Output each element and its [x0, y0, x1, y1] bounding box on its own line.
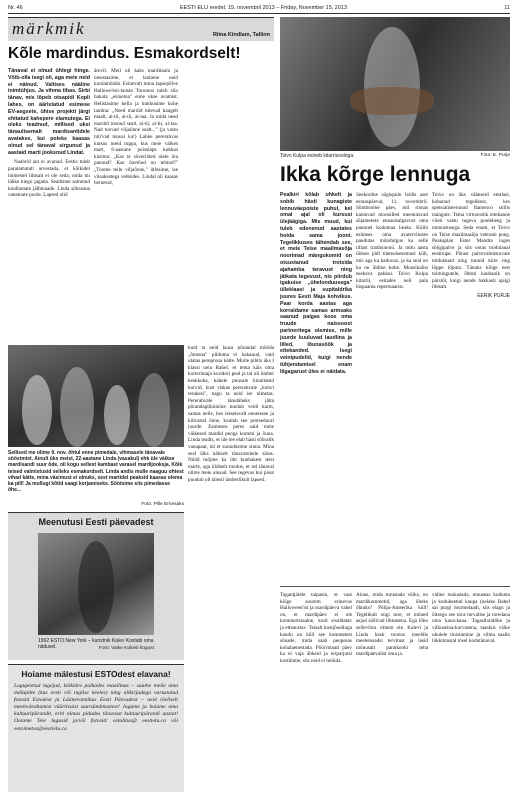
article1-column-3: kuid ta neid lausa põrandal mööda „õnnena" pilduma ei hakanud, vaid ulatas pereprona kätte. Mulle pihtis üks I klassi neiu Rahel, et tema käis oma korterimaja koridori peal ja tal oli ümber keskkoha, kahele puusale kinnitatud korvid, kust viskas pererahvale „kohvi terakesi", nagu ta neid ise nimetas. Pererahvale tänutäheks jätta põrandaplikkinine tundub veidi karm, samas neile, kes iseseisvalt ennetesse ja külvatud õnne, kuulub see protseduuri juurde. Esimeses peres said meie väikesed mardid peoga kommi ja õuna. Linda teadis, et üle tee elab hästi sõbralik vanapaar, nii et suundusime sinna. Mina seal läks nätiselt tänavatulede säras. Nüüd mõjme ka üht kunbakest teisi marte, aga üldiselt tundus, et sel tänaval olime meie ainsad. See tegevus kui pisut puudub oli täiesti ümberlikult lapsed. — [188, 345, 274, 483]
page-number-left: Nr. 46 — [8, 5, 23, 11]
article2-column-3 — [432, 192, 510, 582]
column-banner — [8, 17, 274, 41]
photo2-credit: Foto: E. Purje — [480, 153, 510, 158]
divider — [280, 586, 510, 587]
photo-guitarist — [280, 17, 510, 151]
hoiame-title: Hoiame mälestusi ESTOdest elavana! — [21, 669, 171, 679]
hoiame-box — [8, 664, 184, 792]
article1-column-2: ärevil. Meil oli kaks mardilaulu ja otsustasime, et laulame neid kordamööda. Esinevalt minu lapsepõlve Hallowe'eni-tausta Torontos tuleb siin hakata „esinema" enne ukse avamist. Helistasime kella ja kukkusime kohe laulma: „Need mardid tulevad kaugelt maalt, ai-tii, ai-tii, ai-taa. Ja mida need mardid toonud sealt, ai-tii, ai-tii, ai-taa. Nad toovad viljaõnne sealt..." (ja vastu tuli'vad muusi ka!) Lahke pererahvas kutsus meid tuppa, kus meie väikes mart, 6-aastane poisslaps kukkus küsima: „Kas te süveriided olete ära pannud? Kas õuetõod on tehtud?" „Toome teile viljaõnne," ütlesime, ise viisakestega vehkides. Lindal oli kaasas hernesid, — [94, 68, 178, 187]
photo-children-costumes — [8, 345, 184, 447]
publication-date: EESTI ELU reedel, 15. novembril 2013 – Friday, November 15, 2013 — [179, 5, 348, 11]
article2-headline: Ikka kõrge lennuga — [280, 163, 471, 186]
bottom-column-3: valine maiustada, muuseas kodunta ja kodukeetud kaupa (nelake Rahel sai purgi murmelaadi, siis elagu ja õitsegu see tava turvalise ja toredana oma kaua-kaua. Tagasihoidlike ja vilkuseina-kurvasena, taaskus väike ukulele tinistamine ja vilma saalin lükkimustal tõsel kodutänaval. — [432, 592, 510, 645]
meenutusi-title: Meenutusi Eesti päevadest — [38, 517, 154, 527]
article2-column-1 — [280, 192, 352, 582]
meenutusi-caption: 1992 ESTO New York – kunstnik Kalev Kostabi oma näitusel. — [38, 638, 154, 651]
photo1-credit: Foto: Pille Ernesaks — [141, 502, 184, 507]
article-headline: Kõle mardindus. Esmakordselt! — [8, 45, 241, 62]
column-name: märkmik — [12, 19, 86, 38]
meenutusi-box — [8, 512, 184, 660]
bottom-column-2: Ainus, mida turustada võiks, on mardikommetid, aga üheks õhtuks? Põhja-Ameerika küll! Tegelikult ongi tore, et mõned asjad säilivad lihtsatena. Ega lõbu sellevõrra vähem ole. Kalevi ja Linda kesk toonus meeldis meeletusadsi tervitust ja lasid mõnusalt pannkooki teha mardipäevalist oma ja. — [356, 592, 428, 658]
photo1-caption: Sellised me olime 9. nov. õhtul enne pimedale, vihmasele tänavale sööstmist. Ainult üks meist, 22-aastane Linda (vasakul) ehk üle väikse mardisandi suur õde, oli kogu sellest kambast varasel mardijooksja. Kõik teised valmistusid selleks esmakordselt. Linda andis mulle naaguu ohtest vihad kätte, mina väsimust ei olnuks, sest martidel peaksid kaasas olema ka pill! Ja mullugi kõtid saagi korjamiseks. Söötsime siis pimedasse õhe... — [8, 450, 184, 494]
article2-lead: Pealkiri kõlab uhkelt ja sobib hästi kunagiste lennuväepoiste puhul, kel omal ajal oli kursusi ülejäägiga. Mis muud, kui tuleb edenenud aastates hoida sama joont. Tegelikkuses tähendab see, et meie Teise maailmasõja noorimad mängukomid on otsustanud trotsida ajahamba teravust ning jätkata tegevust, nis piirdub igakuise „ühelonduusega" ülleklaasi ja supitaldrika juures Eesti Maja kohvikus. Paar korda aastas aga korraldame samas armsaks saanud paigas koos oma truude naissoost partneritega olemise, mille juurde kuuluvad laudlina ja lilled, lõunasöök ja ettekanded. Isegi veinipudelid, kuigi nende tühjendamisel enam liigagarust üles ei näidata. — [280, 192, 352, 375]
page-number-right: 11 — [504, 5, 510, 11]
article2-text-3: Toivo on üks väheseid eestlasi, kohanud tegelikest, kes spetsialiseerunud flamenco stiilis mängule. Tema virtuooslik ettekanne võeti vastu tugeva pooleheeg ja tunnustusega. Seda enam, et Toivo on Teise maailmasõja veterani poeg. Peakaplan Ester Mandra luges söögipalve ja siis ootas toidulaual eestirupe. Pärast palvevalmistuvate toidulauad ning tunnid kiire ring lõppe lõputa. Tänuks kõige eest toimingutele, õhtuti kaubanik on pärsiöt, kuigi nende hakkasti ajalgi lihtsalt. — [432, 192, 510, 291]
article2-signature: EERIK PURJE — [477, 292, 510, 299]
column-author: Riina Kindlam, Tallinn — [212, 32, 270, 38]
page-header — [8, 4, 510, 14]
photo-kostabi — [38, 533, 154, 635]
bottom-column-1: Tagantjärele taipasin, et vaat kõige suurem erinevus Halloween'ist ja mardipäeva vahel on, et mardipäev ei ole kommertsiaalne, kuid sisuldatav ja etteaustav. Teisalt kostjõuelluga kaudu on küll see kommetest sõnade, mida saab peopesas kohalaenestada. Pöörrmnati päev ka ei vaja ähkeid ja eriparjutsi kostüüme, siis neid ei müüda. — [280, 592, 352, 664]
photo2-caption: Toivo Kulpa esineb kitarrisoologa. — [280, 153, 355, 159]
article1-lead: Tänaval ei olnud ühtegi hinge. Võib-olla isegi oli, aga meie neid ei näinud. Valitses nääline inimtühjus. Ja vihma tibas. Sirbi tänav, mis lõpeb otsapidi Kopli lahes, on ääristatud esimese EV-aegsete, ühise projekti järgi ehitatud kahepere elamutega. Ei oleks teadnud, millised uksi tänaulisemalt mardisantidele avatakse, kui poleks kaasas olnud sel tänaval sirgunud ja aastaid marti jooksnud Lindat. — [8, 68, 90, 156]
meenutusi-credit: Foto: Vaike Külveti kogust — [98, 646, 154, 651]
article2-column-2: Seekordne sügispidu leidis aset esmaspäeval, 11. novembril. Sümboolne päev, mil rinnas kantavad moonilled meenutavad sõjameeste ennastsalgavust oma pannuel kodumaa heaks. Kõibi esimees oma avatervituses paudutas mündulgus ka selle tillast traditsiooni. Ja mitu aasta üldses pidi tüeteulsesemusl küll, mis aga ka kaduvus, ja ka seal on ka on üldine kohe. Muusikalist esekava pakkus Toivo Kulpa kitarril, esitades neli pala hispaania repertuaarist. — [356, 192, 428, 291]
article1-text-1: Naabrid aut ei avanud. Eestis tuleb paratamatult arvestada, et kõikidel inimestel lihtsalt ei ole seda, mida mi lähke kiegu jagada. Seadsime sammud kindlamate jälbmaade. Linda sõbranna vanemate poole. Lapsed olid — [8, 159, 90, 199]
hoiame-text: Lugupeetud lugejad, kõikides paikades maailmas – sauthe meile oma mälupilte (kus eesti või inglise keeles) ning allkirjadega varustatud fotosid Estodest ja Läänerannikus Eesti Päevadest – neid tõeliselt meeleoleahamist väärtivaist suursündmustest! Jagame ja hoiame oma kultuuripärandit, eriti nimas pidades tänavust kultuuripärandi aastat! Ootame Teie lugusid ja/või fotosid: estalitus@ eestielu.ca või eetoimetus@eestielu.ca — [14, 683, 178, 732]
article1-column-1 — [8, 68, 90, 340]
